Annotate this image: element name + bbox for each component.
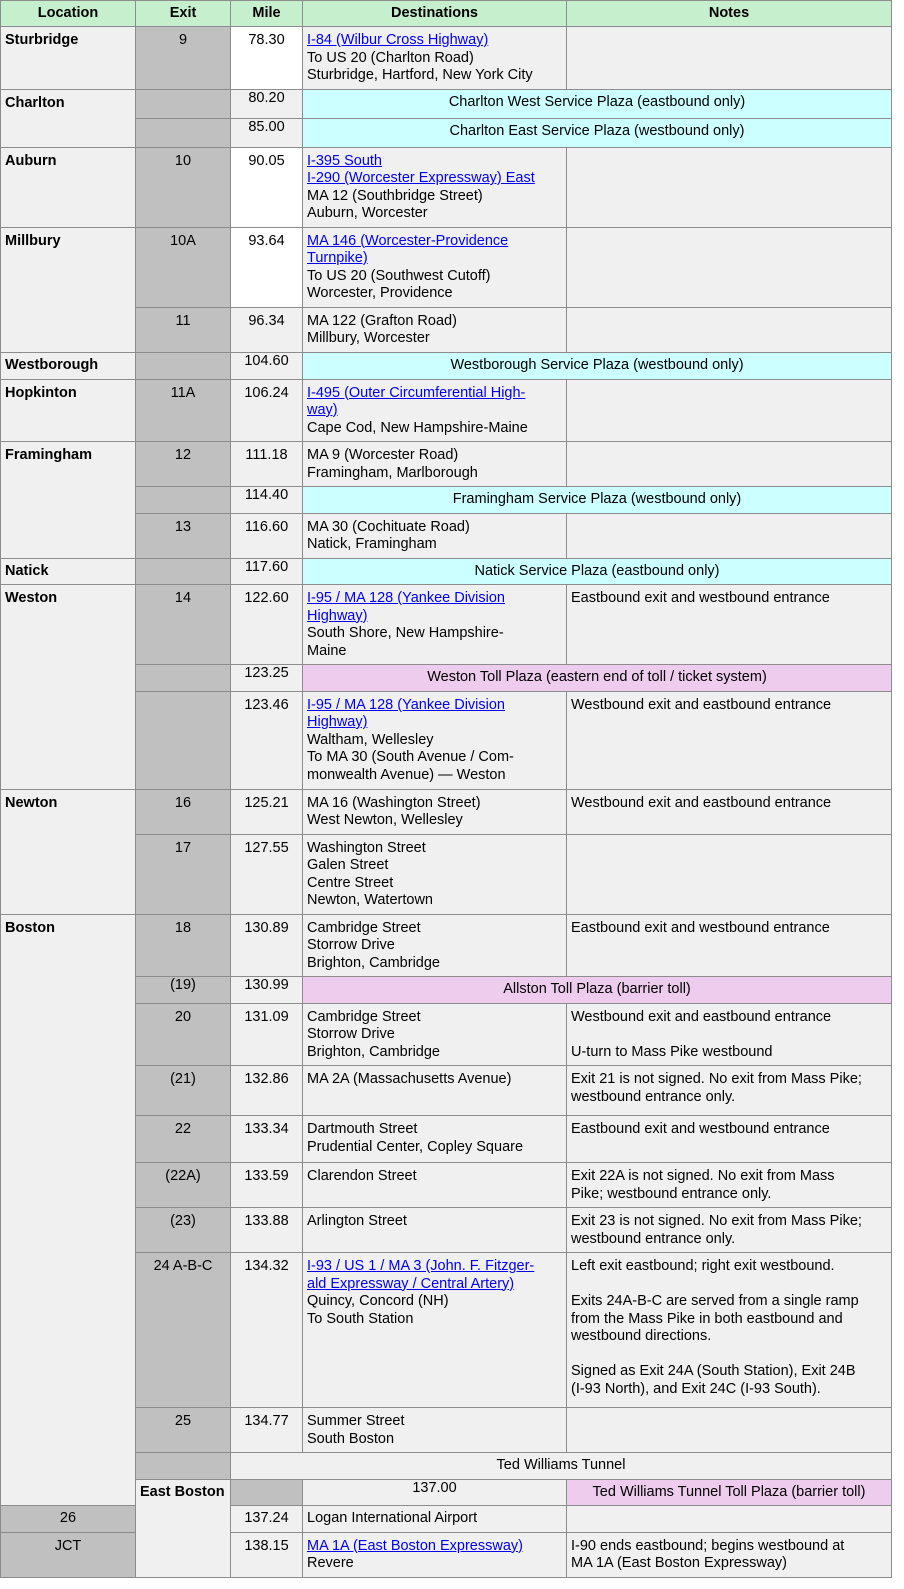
notes-cell [567, 379, 892, 442]
destination-line: To US 20 (Charlton Road) [307, 49, 474, 66]
notes-cell [567, 513, 892, 558]
destinations-cell [303, 1003, 567, 1066]
exit-cell: 20 [136, 1003, 231, 1066]
exit-cell [136, 665, 231, 692]
destination-link[interactable]: MA 146 (Worcester-Providence Turnpike) [307, 232, 509, 266]
destinations-cell [303, 789, 567, 834]
notes-cell [567, 834, 892, 914]
note-line: Eastbound exit and westbound entrance [571, 919, 830, 936]
exit-cell: 12 [136, 442, 231, 487]
exit-cell: 22 [136, 1116, 231, 1163]
table-row [1, 147, 892, 227]
destination-line: Sturbridge, Hartford, New York City [307, 67, 533, 83]
exit-cell: JCT [1, 1532, 136, 1577]
destination-line: Quincy, Concord (NH) [307, 1293, 449, 1309]
location-cell: Charlton [1, 89, 136, 147]
notes-cell [567, 1003, 892, 1066]
destination-line: To US 20 (Southwest Cutoff) [307, 267, 491, 284]
mile-cell: 138.15 [231, 1532, 303, 1577]
table-row [1, 442, 892, 487]
note-line: I-90 ends eastbound; begins westbound at [571, 1537, 845, 1554]
mile-cell: 131.09 [231, 1003, 303, 1066]
notes-cell [567, 1408, 892, 1453]
notes-cell [567, 442, 892, 487]
destination-line: Arlington Street [307, 1213, 407, 1229]
destination-line: Logan International Airport [307, 1510, 478, 1526]
exit-cell: 10A [136, 227, 231, 307]
destination-link[interactable]: I-93 / US 1 / MA 3 (John. F. Fitzger- ald Expressway / Central Artery) [307, 1258, 535, 1292]
table-row [1, 89, 892, 118]
location-cell: Newton [1, 789, 136, 914]
destination-link[interactable]: I-395 South [307, 152, 382, 169]
mile-cell: 85.00 [231, 118, 303, 147]
notes-cell [567, 1066, 892, 1116]
note-line: Exit 21 is not signed. No exit from Mass Pike; [571, 1071, 862, 1087]
note-line: westbound entrance only. [571, 1230, 736, 1247]
destinations-cell [303, 1163, 567, 1208]
destination-line: Storrow Drive [307, 937, 395, 953]
location-cell: East Boston [136, 1479, 231, 1577]
note-line: Exit 23 is not signed. No exit from Mass Pike; [571, 1213, 862, 1229]
exit-cell: (19) [136, 977, 231, 1004]
destination-line: Framingham, Marlborough [307, 464, 478, 481]
destination-link[interactable]: I-84 (Wilbur Cross Highway) [307, 32, 489, 48]
note-line: Eastbound exit and westbound entrance [571, 1121, 830, 1137]
service-plaza-cell: Framingham Service Plaza (westbound only) [303, 487, 892, 514]
note-line: westbound entrance only. [571, 1088, 736, 1105]
destinations-cell [303, 147, 567, 227]
header-location: Location [1, 1, 136, 27]
mile-cell: 133.88 [231, 1208, 303, 1253]
mile-cell: 134.32 [231, 1253, 303, 1408]
notes-cell [567, 1208, 892, 1253]
exit-cell: 11A [136, 379, 231, 442]
header-exit: Exit [136, 1, 231, 27]
table-row [1, 1532, 892, 1577]
destination-link[interactable]: I-290 (Worcester Expressway) East [307, 170, 535, 186]
destination-line: Storrow Drive [307, 1026, 395, 1042]
header-destinations: Destinations [303, 1, 567, 27]
header-row [1, 1, 892, 27]
note-line: Exits 24A-B-C are served from a single ramp [571, 1293, 859, 1309]
table-row [1, 1506, 892, 1533]
location-cell: Westborough [1, 352, 136, 379]
table-row [1, 558, 892, 585]
notes-cell [567, 27, 892, 90]
destination-line: Maine [307, 642, 347, 659]
location-cell: Auburn [1, 147, 136, 227]
mile-cell: 96.34 [231, 307, 303, 352]
destination-line: Millbury, Worcester [307, 330, 430, 346]
destinations-cell [303, 585, 567, 665]
destination-link[interactable]: I-495 (Outer Circumferential High- way) [307, 384, 526, 418]
destination-line: Summer Street [307, 1413, 405, 1429]
destination-line: Cape Cod, New Hampshire-Maine [307, 419, 528, 436]
destination-line: Newton, Watertown [307, 892, 433, 908]
location-cell: Natick [1, 558, 136, 585]
exit-cell: (23) [136, 1208, 231, 1253]
note-line: Pike; westbound entrance only. [571, 1185, 772, 1202]
mile-cell: 123.46 [231, 691, 303, 789]
exit-cell: 17 [136, 834, 231, 914]
destinations-cell [303, 1208, 567, 1253]
location-cell: Millbury [1, 227, 136, 352]
mile-cell: 130.89 [231, 914, 303, 977]
notes-cell [567, 1506, 892, 1533]
destinations-cell [303, 379, 567, 442]
destination-line: Worcester, Providence [307, 285, 453, 301]
exit-cell: (21) [136, 1066, 231, 1116]
exit-cell: 13 [136, 513, 231, 558]
destination-link[interactable]: I-95 / MA 128 (Yankee Division Highway) [307, 590, 505, 624]
note-line: MA 1A (East Boston Expressway) [571, 1555, 787, 1571]
destination-line: Brighton, Cambridge [307, 1043, 440, 1060]
mile-cell: 106.24 [231, 379, 303, 442]
note-line: Exit 22A is not signed. No exit from Mass [571, 1168, 835, 1184]
table-row [1, 914, 892, 977]
location-cell: Sturbridge [1, 27, 136, 90]
location-cell: Framingham [1, 442, 136, 559]
destinations-cell [303, 227, 567, 307]
destinations-cell [303, 1532, 567, 1577]
note-line: Westbound exit and eastbound entrance [571, 696, 832, 713]
mile-cell: 134.77 [231, 1408, 303, 1453]
note-line: from the Mass Pike in both eastbound and [571, 1310, 843, 1327]
destinations-cell [303, 307, 567, 352]
destinations-cell [303, 27, 567, 90]
notes-cell [567, 227, 892, 307]
service-plaza-cell: Westborough Service Plaza (westbound only) [303, 352, 892, 379]
mile-cell: 90.05 [231, 147, 303, 227]
note-line: U-turn to Mass Pike westbound [571, 1043, 773, 1060]
note-line: Eastbound exit and westbound entrance [571, 590, 830, 606]
destination-line: To South Station [307, 1310, 414, 1327]
destination-line: MA 2A (Massachusetts Avenue) [307, 1071, 512, 1087]
destination-line: MA 16 (Washington Street) [307, 794, 481, 811]
mile-cell: 132.86 [231, 1066, 303, 1116]
destination-line: Cambridge Street [307, 919, 421, 936]
note-line: Westbound exit and eastbound entrance [571, 794, 832, 811]
destination-link[interactable]: I-95 / MA 128 (Yankee Division Highway) [307, 696, 505, 730]
mile-cell: 114.40 [231, 487, 303, 514]
destination-line: Prudential Center, Copley Square [307, 1138, 524, 1155]
mile-cell: 116.60 [231, 513, 303, 558]
mile-cell: 111.18 [231, 442, 303, 487]
destinations-cell [303, 1066, 567, 1116]
exit-cell [136, 487, 231, 514]
mile-cell: 127.55 [231, 834, 303, 914]
tunnel-cell: Ted Williams Tunnel [231, 1453, 892, 1480]
destination-line: Revere [307, 1555, 354, 1571]
destinations-cell [303, 1506, 567, 1533]
exit-cell [136, 89, 231, 118]
destinations-cell [303, 914, 567, 977]
notes-cell [567, 1116, 892, 1163]
table-row [1, 789, 892, 834]
exit-cell: 18 [136, 914, 231, 977]
mile-cell: 137.24 [231, 1506, 303, 1533]
destination-line: South Shore, New Hampshire- [307, 625, 504, 641]
notes-cell [567, 789, 892, 834]
exit-cell: 9 [136, 27, 231, 90]
notes-cell [567, 585, 892, 665]
exit-cell [136, 118, 231, 147]
exit-cell: 26 [1, 1506, 136, 1533]
table-row [1, 379, 892, 442]
note-line: Westbound exit and eastbound entrance [571, 1008, 832, 1025]
table-row [1, 27, 892, 90]
destinations-cell [303, 442, 567, 487]
destinations-cell [303, 691, 567, 789]
exit-cell [136, 1453, 231, 1480]
exit-cell: 14 [136, 585, 231, 665]
notes-cell [567, 307, 892, 352]
location-cell: Hopkinton [1, 379, 136, 442]
notes-cell [567, 1253, 892, 1408]
mile-cell: 104.60 [231, 352, 303, 379]
toll-plaza-cell: Weston Toll Plaza (eastern end of toll / ticket system) [303, 665, 892, 692]
note-line: Signed as Exit 24A (South Station), Exit 24B [571, 1363, 856, 1379]
mile-cell: 130.99 [231, 977, 303, 1004]
mile-cell: 133.59 [231, 1163, 303, 1208]
mile-cell: 122.60 [231, 585, 303, 665]
header-mile: Mile [231, 1, 303, 27]
destination-line: Clarendon Street [307, 1168, 417, 1184]
destination-line: Washington Street [307, 839, 426, 856]
destination-line: MA 122 (Grafton Road) [307, 312, 457, 329]
mile-cell: 78.30 [231, 27, 303, 90]
mile-cell: 133.34 [231, 1116, 303, 1163]
destination-line: West Newton, Wellesley [307, 812, 463, 828]
destination-line: Brighton, Cambridge [307, 954, 440, 971]
exit-cell [136, 352, 231, 379]
notes-cell [567, 691, 892, 789]
exit-cell [136, 691, 231, 789]
exit-cell: 24 A-B-C [136, 1253, 231, 1408]
exit-cell: 16 [136, 789, 231, 834]
toll-plaza-cell: Ted Williams Tunnel Toll Plaza (barrier toll) [567, 1479, 892, 1506]
destinations-cell [303, 1408, 567, 1453]
mile-cell: 123.25 [231, 665, 303, 692]
location-cell: Weston [1, 585, 136, 790]
destination-line: Dartmouth Street [307, 1121, 418, 1137]
destinations-cell [303, 834, 567, 914]
destination-line: South Boston [307, 1430, 395, 1447]
destinations-cell [303, 1116, 567, 1163]
exit-cell: 10 [136, 147, 231, 227]
destinations-cell [303, 513, 567, 558]
note-line: Left exit eastbound; right exit westbound. [571, 1258, 835, 1274]
table-row [1, 585, 892, 665]
table-row [1, 352, 892, 379]
mile-cell: 117.60 [231, 558, 303, 585]
note-line: westbound directions. [571, 1328, 712, 1344]
destination-line: Galen Street [307, 857, 389, 873]
exit-cell: 11 [136, 307, 231, 352]
mile-cell: 137.00 [303, 1479, 567, 1506]
exit-cell: 25 [136, 1408, 231, 1453]
location-cell: Boston [1, 914, 136, 1506]
notes-cell [567, 1163, 892, 1208]
service-plaza-cell: Charlton East Service Plaza (westbound only) [303, 118, 892, 147]
service-plaza-cell: Charlton West Service Plaza (eastbound only) [303, 89, 892, 118]
notes-cell [567, 1532, 892, 1577]
exit-cell: (22A) [136, 1163, 231, 1208]
table-row [1, 227, 892, 307]
header-notes: Notes [567, 1, 892, 27]
mile-cell: 80.20 [231, 89, 303, 118]
destination-line: MA 9 (Worcester Road) [307, 447, 459, 463]
destination-line: Waltham, Wellesley [307, 731, 434, 748]
service-plaza-cell: Natick Service Plaza (eastbound only) [303, 558, 892, 585]
destination-line: Auburn, Worcester [307, 205, 428, 221]
mile-cell: 125.21 [231, 789, 303, 834]
destination-line: Cambridge Street [307, 1008, 421, 1025]
destination-line: Natick, Framingham [307, 536, 437, 552]
destinations-cell [303, 1253, 567, 1408]
exit-cell [136, 558, 231, 585]
exit-cell [231, 1479, 303, 1506]
destination-line: Centre Street [307, 874, 394, 891]
toll-plaza-cell: Allston Toll Plaza (barrier toll) [303, 977, 892, 1004]
destination-line: monwealth Avenue) — Weston [307, 766, 506, 783]
notes-cell [567, 147, 892, 227]
destination-line: MA 12 (Southbridge Street) [307, 187, 483, 204]
destination-line: To MA 30 (South Avenue / Com- [307, 749, 514, 765]
destination-link[interactable]: MA 1A (East Boston Expressway) [307, 1537, 523, 1554]
note-line: (I-93 North), and Exit 24C (I-93 South). [571, 1380, 821, 1397]
notes-cell [567, 914, 892, 977]
mile-cell: 93.64 [231, 227, 303, 307]
destination-line: MA 30 (Cochituate Road) [307, 518, 470, 535]
